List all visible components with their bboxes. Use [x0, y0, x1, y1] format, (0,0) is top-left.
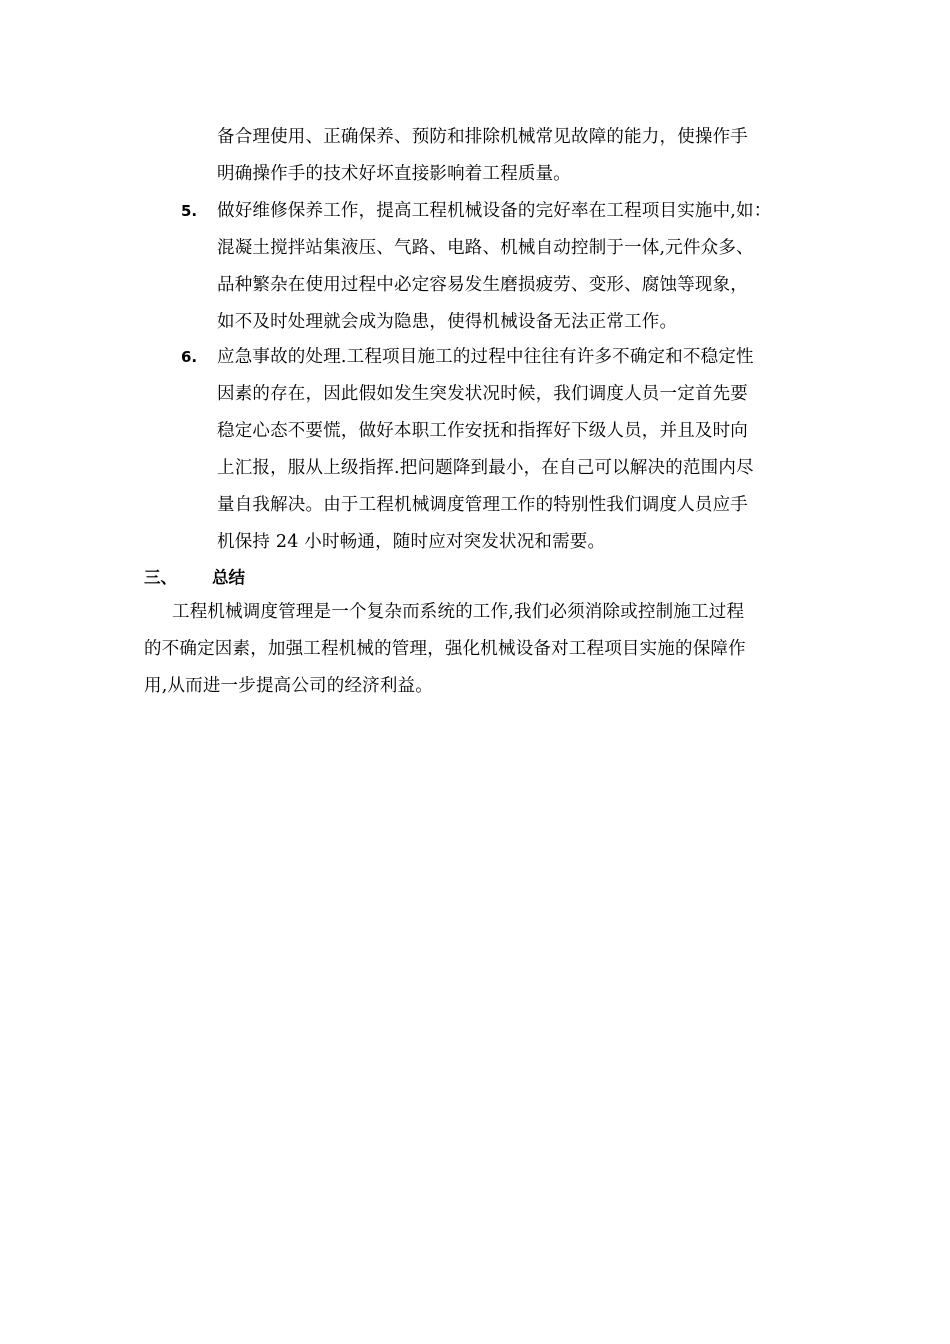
- list-item-6-line-2: 因素的存在，因此假如发生突发状况时候，我们调度人员一定首先要: [217, 384, 748, 404]
- list-item-6-line-5: 量自我解决。由于工程机械调度管理工作的特别性我们调度人员应手: [217, 495, 748, 515]
- summary-line-1: 工程机械调度管理是一个复杂而系统的工作,我们必须消除或控制施工过程: [172, 602, 745, 622]
- summary-line-2: 的不确定因素，加强工程机械的管理，强化机械设备对工程项目实施的保障作: [144, 639, 746, 659]
- list-item-6-line-3: 稳定心态不要慌，做好本职工作安抚和指挥好下级人员，并且及时向: [217, 421, 748, 441]
- list-item-6-line-4: 上汇报，服从上级指挥.把问题降到最小，在自己可以解决的范围内尽: [217, 458, 754, 478]
- summary-line-3: 用,从而进一步提高公司的经济利益。: [144, 676, 433, 696]
- list-item-5-line-3: 品种繁杂在使用过程中必定容易发生磨损疲劳、变形、腐蚀等现象，: [217, 275, 748, 295]
- list-item-5-line-4: 如不及时处理就会成为隐患，使得机械设备无法正常工作。: [217, 312, 678, 332]
- continuation-line-2: 明确操作手的技术好坏直接影响着工程质量。: [217, 164, 571, 184]
- list-item-6-line-1: 应急事故的处理.工程项目施工的过程中往往有许多不确定和不稳定性: [217, 347, 754, 367]
- list-item-5-line-2: 混凝土搅拌站集液压、气路、电路、机械自动控制于一体,元件众多、: [217, 238, 754, 258]
- list-item-5-number: 5.: [181, 202, 198, 220]
- section-title: 总结: [212, 568, 245, 587]
- list-item-5-line-1: 做好维修保养工作，提高工程机械设备的完好率在工程项目实施中,如：: [217, 201, 772, 221]
- section-number: 三、: [144, 568, 177, 587]
- continuation-line-1: 备合理使用、正确保养、预防和排除机械常见故障的能力，使操作手: [217, 127, 748, 147]
- list-item-6-number: 6.: [181, 348, 198, 366]
- list-item-6-line-6: 机保持 24 小时畅通，随时应对突发状况和需要。: [217, 532, 606, 552]
